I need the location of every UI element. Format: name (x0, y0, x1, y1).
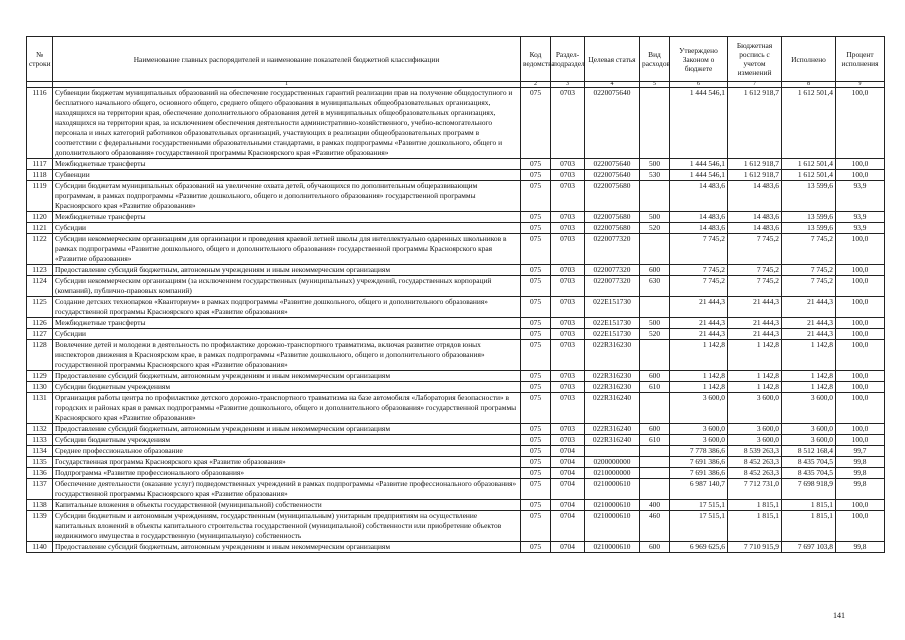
schedule-amount-cell: 1 815,1 (728, 511, 782, 542)
row-name-cell: Предоставление субсидий бюджетным, автономным учреждениям и иным некоммерческим организациям (53, 542, 521, 553)
expense-type-cell: 460 (640, 511, 670, 542)
column-number: 8 (782, 82, 836, 88)
agency-code-cell: 075 (521, 382, 551, 393)
table-row (27, 223, 885, 234)
table-row (27, 457, 885, 468)
approved-amount-cell: 3 600,0 (670, 424, 728, 435)
section-cell: 0703 (551, 88, 585, 159)
row-number-cell: 1125 (27, 297, 53, 318)
approved-amount-cell: 17 515,1 (670, 500, 728, 511)
section-cell: 0704 (551, 457, 585, 468)
expense-type-cell (640, 181, 670, 212)
column-number: 3 (551, 82, 585, 88)
table-row (27, 234, 885, 265)
row-number-cell: 1127 (27, 329, 53, 340)
percent-cell: 99,8 (836, 468, 885, 479)
approved-amount-cell: 14 483,6 (670, 223, 728, 234)
section-cell: 0703 (551, 424, 585, 435)
row-name-cell: Субсидии некоммерческим организациям для организации и проведения краевой летней школы для интеллектуально одаренных школьников в рамках подпрограммы «Развитие дошкольного, общего и дополнительного образования» государственной программы Красноярского края «Развитие образования» (53, 234, 521, 265)
table-row (27, 468, 885, 479)
target-article-cell: 0220077320 (585, 234, 640, 265)
approved-amount-cell: 14 483,6 (670, 212, 728, 223)
percent-cell: 100,0 (836, 424, 885, 435)
target-article-cell: 0220075680 (585, 181, 640, 212)
percent-cell: 100,0 (836, 318, 885, 329)
agency-code-cell: 075 (521, 212, 551, 223)
executed-amount-cell: 3 600,0 (782, 435, 836, 446)
header-percent: Процент исполнения (836, 37, 885, 82)
table-row (27, 435, 885, 446)
row-name-cell: Государственная программа Красноярского края «Развитие образования» (53, 457, 521, 468)
target-article-cell: 0220075640 (585, 159, 640, 170)
percent-cell: 100,0 (836, 297, 885, 318)
expense-type-cell (640, 393, 670, 424)
row-number-cell: 1131 (27, 393, 53, 424)
expense-type-cell: 500 (640, 318, 670, 329)
expense-type-cell: 520 (640, 329, 670, 340)
row-name-cell: Субвенции (53, 170, 521, 181)
expense-type-cell: 520 (640, 223, 670, 234)
executed-amount-cell: 1 142,8 (782, 371, 836, 382)
table-row (27, 318, 885, 329)
approved-amount-cell: 21 444,3 (670, 318, 728, 329)
row-number-cell: 1137 (27, 479, 53, 500)
row-name-cell: Капитальные вложения в объекты государственной (муниципальной) собственности (53, 500, 521, 511)
row-number-cell: 1117 (27, 159, 53, 170)
executed-amount-cell: 1 142,8 (782, 382, 836, 393)
schedule-amount-cell: 21 444,3 (728, 297, 782, 318)
approved-amount-cell: 7 691 386,6 (670, 457, 728, 468)
schedule-amount-cell: 1 142,8 (728, 340, 782, 371)
target-article-cell: 022R316240 (585, 435, 640, 446)
row-number-cell: 1136 (27, 468, 53, 479)
row-name-cell: Вовлечение детей и молодежи в деятельность по профилактике дорожно-транспортного травматизма, включая развитие отрядов юных инспекторов движения в Красноярском крае, в рамках подпрограммы «Развитие дошкольного, общего и дополнительного образования» государственной программы Красноярского края «Развитие образования» (53, 340, 521, 371)
approved-amount-cell: 6 987 140,7 (670, 479, 728, 500)
row-name-cell: Субсидии бюджетным и автономным учреждениям, государственным (муниципальным) унитарным предприятиям на осуществление капитальных вложений в объекты капитального строительства государственной (муниципальной) собственности или приобретение объектов недвижимого имущества в государственную (муниципальную) собственность (53, 511, 521, 542)
column-number: 9 (836, 82, 885, 88)
header-approved: Утверждено Законом о бюджете (670, 37, 728, 82)
percent-cell: 100,0 (836, 276, 885, 297)
row-number-cell: 1128 (27, 340, 53, 371)
approved-amount-cell: 7 745,2 (670, 276, 728, 297)
section-cell: 0703 (551, 170, 585, 181)
agency-code-cell: 075 (521, 181, 551, 212)
executed-amount-cell: 1 612 501,4 (782, 170, 836, 181)
section-cell: 0703 (551, 276, 585, 297)
approved-amount-cell: 1 444 546,1 (670, 88, 728, 159)
agency-code-cell: 075 (521, 276, 551, 297)
header-expense-type: Вид расходов (640, 37, 670, 82)
executed-amount-cell: 21 444,3 (782, 318, 836, 329)
percent-cell: 100,0 (836, 329, 885, 340)
executed-amount-cell: 1 815,1 (782, 500, 836, 511)
section-cell: 0703 (551, 371, 585, 382)
row-name-cell: Субвенции бюджетам муниципальных образований на обеспечение государственных гарантий реализации прав на получение общедоступного и бесплатного начального общего, основного общего, среднего общего образования в муниципальных общеобразовательных организациях, находящихся на территории края, обеспечение дополнительного образования детей в муниципальных общеобразовательных организациях, находящихся на территории края, за исключением обеспечения деятельности административно-хозяйственного, учебно-вспомогательного персонала и иных категорий работников образовательных организаций, участвующих в реализации общеобразовательных программ в соответствии с федеральными государственными образовательными стандартами, в рамках подпрограммы «Развитие дошкольного, общего и дополнительного образования» государственной программы Красноярского края «Развитие образования» (53, 88, 521, 159)
section-cell: 0704 (551, 511, 585, 542)
executed-amount-cell: 8 435 704,5 (782, 457, 836, 468)
section-cell: 0703 (551, 340, 585, 371)
percent-cell: 100,0 (836, 159, 885, 170)
row-number-cell: 1116 (27, 88, 53, 159)
approved-amount-cell: 14 483,6 (670, 181, 728, 212)
row-number-cell: 1134 (27, 446, 53, 457)
row-number-cell: 1124 (27, 276, 53, 297)
row-name-cell: Субсидии бюджетным учреждениям (53, 435, 521, 446)
executed-amount-cell: 8 435 704,5 (782, 468, 836, 479)
table-row (27, 382, 885, 393)
agency-code-cell: 075 (521, 340, 551, 371)
row-number-cell: 1119 (27, 181, 53, 212)
approved-amount-cell: 3 600,0 (670, 435, 728, 446)
schedule-amount-cell: 14 483,6 (728, 212, 782, 223)
schedule-amount-cell: 14 483,6 (728, 181, 782, 212)
row-number-cell: 1129 (27, 371, 53, 382)
section-cell: 0704 (551, 479, 585, 500)
column-number: 7 (728, 82, 782, 88)
schedule-amount-cell: 21 444,3 (728, 318, 782, 329)
agency-code-cell: 075 (521, 542, 551, 553)
section-cell: 0703 (551, 212, 585, 223)
row-name-cell: Обеспечение деятельности (оказание услуг) подведомственных учреждений в рамках подпрограммы «Развитие профессионального образования» государственной программы Красноярского края «Развитие образования» (53, 479, 521, 500)
target-article-cell: 0200000000 (585, 457, 640, 468)
expense-type-cell (640, 340, 670, 371)
table-body (27, 88, 885, 553)
executed-amount-cell: 13 599,6 (782, 212, 836, 223)
executed-amount-cell: 13 599,6 (782, 223, 836, 234)
table-row (27, 479, 885, 500)
table-row (27, 88, 885, 159)
expense-type-cell: 610 (640, 382, 670, 393)
agency-code-cell: 075 (521, 234, 551, 265)
target-article-cell: 0220075640 (585, 170, 640, 181)
expense-type-cell: 500 (640, 159, 670, 170)
expense-type-cell (640, 88, 670, 159)
schedule-amount-cell: 14 483,6 (728, 223, 782, 234)
approved-amount-cell: 1 142,8 (670, 371, 728, 382)
executed-amount-cell: 3 600,0 (782, 424, 836, 435)
approved-amount-cell: 21 444,3 (670, 329, 728, 340)
target-article-cell: 0220075680 (585, 212, 640, 223)
table-row (27, 511, 885, 542)
expense-type-cell: 600 (640, 542, 670, 553)
percent-cell: 93,9 (836, 212, 885, 223)
approved-amount-cell: 7 778 386,6 (670, 446, 728, 457)
row-name-cell: Предоставление субсидий бюджетным, автономным учреждениям и иным некоммерческим организациям (53, 371, 521, 382)
agency-code-cell: 075 (521, 457, 551, 468)
table-row (27, 297, 885, 318)
header-target: Целевая статья (585, 37, 640, 82)
agency-code-cell: 075 (521, 435, 551, 446)
expense-type-cell: 500 (640, 212, 670, 223)
row-name-cell: Субсидии (53, 223, 521, 234)
section-cell: 0703 (551, 159, 585, 170)
section-cell: 0703 (551, 181, 585, 212)
header-agency-code: Код ведомства (521, 37, 551, 82)
executed-amount-cell: 8 512 168,4 (782, 446, 836, 457)
row-number-cell: 1133 (27, 435, 53, 446)
agency-code-cell: 075 (521, 500, 551, 511)
column-number: 2 (521, 82, 551, 88)
executed-amount-cell: 13 599,6 (782, 181, 836, 212)
row-number-cell: 1121 (27, 223, 53, 234)
percent-cell: 93,9 (836, 181, 885, 212)
schedule-amount-cell: 8 452 263,3 (728, 468, 782, 479)
agency-code-cell: 075 (521, 318, 551, 329)
row-name-cell: Субсидии (53, 329, 521, 340)
schedule-amount-cell: 1 612 918,7 (728, 159, 782, 170)
approved-amount-cell: 3 600,0 (670, 393, 728, 424)
section-cell: 0703 (551, 329, 585, 340)
row-name-cell: Предоставление субсидий бюджетным, автономным учреждениям и иным некоммерческим организациям (53, 265, 521, 276)
expense-type-cell: 630 (640, 276, 670, 297)
expense-type-cell (640, 457, 670, 468)
table-row (27, 542, 885, 553)
column-number: 6 (670, 82, 728, 88)
schedule-amount-cell: 7 710 915,9 (728, 542, 782, 553)
target-article-cell: 022R316230 (585, 371, 640, 382)
section-cell: 0703 (551, 435, 585, 446)
row-number-cell: 1118 (27, 170, 53, 181)
row-number-cell: 1138 (27, 500, 53, 511)
header-executed: Исполнено (782, 37, 836, 82)
target-article-cell: 0220075680 (585, 223, 640, 234)
executed-amount-cell: 1 612 501,4 (782, 159, 836, 170)
percent-cell: 100,0 (836, 511, 885, 542)
expense-type-cell: 600 (640, 424, 670, 435)
target-article-cell: 022E151730 (585, 329, 640, 340)
agency-code-cell: 075 (521, 511, 551, 542)
table-row (27, 424, 885, 435)
agency-code-cell: 075 (521, 424, 551, 435)
percent-cell: 100,0 (836, 393, 885, 424)
target-article-cell: 022R316240 (585, 393, 640, 424)
row-number-cell: 1123 (27, 265, 53, 276)
agency-code-cell: 075 (521, 329, 551, 340)
target-article-cell: 0210000610 (585, 542, 640, 553)
expense-type-cell (640, 446, 670, 457)
target-article-cell: 022R316240 (585, 424, 640, 435)
target-article-cell: 0210000000 (585, 468, 640, 479)
table-header (27, 37, 885, 88)
agency-code-cell: 075 (521, 371, 551, 382)
target-article-cell: 0220077320 (585, 276, 640, 297)
section-cell: 0703 (551, 318, 585, 329)
table-row (27, 340, 885, 371)
schedule-amount-cell: 8 452 263,3 (728, 457, 782, 468)
row-name-cell: Предоставление субсидий бюджетным, автономным учреждениям и иным некоммерческим организациям (53, 424, 521, 435)
agency-code-cell: 075 (521, 223, 551, 234)
agency-code-cell: 075 (521, 159, 551, 170)
expense-type-cell (640, 234, 670, 265)
executed-amount-cell: 7 697 103,8 (782, 542, 836, 553)
schedule-amount-cell: 3 600,0 (728, 393, 782, 424)
column-number: 1 (53, 82, 521, 88)
executed-amount-cell: 3 600,0 (782, 393, 836, 424)
percent-cell: 100,0 (836, 340, 885, 371)
percent-cell: 100,0 (836, 234, 885, 265)
schedule-amount-cell: 21 444,3 (728, 329, 782, 340)
expense-type-cell (640, 297, 670, 318)
expense-type-cell: 600 (640, 265, 670, 276)
approved-amount-cell: 17 515,1 (670, 511, 728, 542)
header-section: Раздел-подраздел (551, 37, 585, 82)
row-number-cell: 1120 (27, 212, 53, 223)
approved-amount-cell: 7 691 386,6 (670, 468, 728, 479)
target-article-cell: 022R316230 (585, 340, 640, 371)
executed-amount-cell: 7 698 918,9 (782, 479, 836, 500)
schedule-amount-cell: 7 745,2 (728, 276, 782, 297)
row-name-cell: Подпрограмма «Развитие профессионального образования» (53, 468, 521, 479)
row-name-cell: Субсидии некоммерческим организациям (за исключением государственных (муниципальных) учреждений, государственных корпораций (компаний), публично-правовых компаний) (53, 276, 521, 297)
agency-code-cell: 075 (521, 88, 551, 159)
row-name-cell: Субсидии бюджетным учреждениям (53, 382, 521, 393)
section-cell: 0703 (551, 382, 585, 393)
approved-amount-cell: 7 745,2 (670, 265, 728, 276)
agency-code-cell: 075 (521, 170, 551, 181)
table-row (27, 170, 885, 181)
row-number-cell: 1139 (27, 511, 53, 542)
table-row (27, 329, 885, 340)
percent-cell: 100,0 (836, 170, 885, 181)
section-cell: 0703 (551, 297, 585, 318)
agency-code-cell: 075 (521, 265, 551, 276)
expense-type-cell (640, 468, 670, 479)
target-article-cell: 0220075640 (585, 88, 640, 159)
executed-amount-cell: 7 745,2 (782, 276, 836, 297)
section-cell: 0703 (551, 223, 585, 234)
section-cell: 0703 (551, 234, 585, 265)
percent-cell: 100,0 (836, 500, 885, 511)
agency-code-cell: 075 (521, 297, 551, 318)
row-name-cell: Межбюджетные трансферты (53, 159, 521, 170)
target-article-cell: 022R316230 (585, 382, 640, 393)
section-cell: 0703 (551, 393, 585, 424)
table-row (27, 393, 885, 424)
schedule-amount-cell: 1 142,8 (728, 382, 782, 393)
approved-amount-cell: 1 444 546,1 (670, 159, 728, 170)
percent-cell: 99,8 (836, 479, 885, 500)
column-number: 5 (640, 82, 670, 88)
section-cell: 0704 (551, 542, 585, 553)
agency-code-cell: 075 (521, 446, 551, 457)
schedule-amount-cell: 1 612 918,7 (728, 170, 782, 181)
row-number-cell: 1126 (27, 318, 53, 329)
section-cell: 0704 (551, 468, 585, 479)
row-name-cell: Организация работы центра по профилактике детского дорожно-транспортного травматизма на базе автомобиля «Лаборатория безопасности» в городских и районах края в рамках подпрограммы «Развитие дошкольного, общего и дополнительного образования» государственной программы Красноярского края «Развитие образования» (53, 393, 521, 424)
percent-cell: 100,0 (836, 382, 885, 393)
executed-amount-cell: 1 142,8 (782, 340, 836, 371)
schedule-amount-cell: 7 712 731,0 (728, 479, 782, 500)
executed-amount-cell: 21 444,3 (782, 329, 836, 340)
section-cell: 0704 (551, 500, 585, 511)
row-name-cell: Межбюджетные трансферты (53, 318, 521, 329)
column-number: 4 (585, 82, 640, 88)
percent-cell: 99,8 (836, 542, 885, 553)
expense-type-cell: 600 (640, 371, 670, 382)
schedule-amount-cell: 7 745,2 (728, 234, 782, 265)
schedule-amount-cell: 1 142,8 (728, 371, 782, 382)
schedule-amount-cell: 3 600,0 (728, 435, 782, 446)
row-number-cell: 1135 (27, 457, 53, 468)
section-cell: 0703 (551, 265, 585, 276)
agency-code-cell: 075 (521, 393, 551, 424)
table-row (27, 212, 885, 223)
target-article-cell: 0210000610 (585, 500, 640, 511)
target-article-cell: 022E151730 (585, 297, 640, 318)
table-row (27, 500, 885, 511)
row-name-cell: Субсидии бюджетам муниципальных образований на увеличение охвата детей, обучающихся по дополнительным общеразвивающим программам, в рамках подпрограммы «Развитие дошкольного, общего и дополнительного образования» государственной программы Красноярского края «Развитие образования» (53, 181, 521, 212)
schedule-amount-cell: 7 745,2 (728, 265, 782, 276)
percent-cell: 100,0 (836, 265, 885, 276)
row-name-cell: Межбюджетные трансферты (53, 212, 521, 223)
approved-amount-cell: 7 745,2 (670, 234, 728, 265)
row-number-cell: 1130 (27, 382, 53, 393)
schedule-amount-cell: 3 600,0 (728, 424, 782, 435)
approved-amount-cell: 1 444 546,1 (670, 170, 728, 181)
percent-cell: 100,0 (836, 435, 885, 446)
table-row (27, 276, 885, 297)
executed-amount-cell: 1 612 501,4 (782, 88, 836, 159)
approved-amount-cell: 1 142,8 (670, 340, 728, 371)
row-number-cell: 1122 (27, 234, 53, 265)
executed-amount-cell: 1 815,1 (782, 511, 836, 542)
percent-cell: 99,8 (836, 457, 885, 468)
budget-table (26, 36, 885, 553)
agency-code-cell: 075 (521, 468, 551, 479)
row-number-cell: 1132 (27, 424, 53, 435)
target-article-cell: 022E151730 (585, 318, 640, 329)
table-row (27, 159, 885, 170)
row-name-cell: Среднее профессиональное образование (53, 446, 521, 457)
table-row (27, 265, 885, 276)
header-name: Наименование главных распорядителей и наименование показателей бюджетной классификации (53, 37, 521, 82)
table-row (27, 181, 885, 212)
expense-type-cell: 610 (640, 435, 670, 446)
expense-type-cell: 400 (640, 500, 670, 511)
agency-code-cell: 075 (521, 479, 551, 500)
approved-amount-cell: 1 142,8 (670, 382, 728, 393)
percent-cell: 99,7 (836, 446, 885, 457)
executed-amount-cell: 7 745,2 (782, 234, 836, 265)
target-article-cell: 0220077320 (585, 265, 640, 276)
expense-type-cell (640, 479, 670, 500)
approved-amount-cell: 6 969 625,6 (670, 542, 728, 553)
schedule-amount-cell: 8 539 263,3 (728, 446, 782, 457)
approved-amount-cell: 21 444,3 (670, 297, 728, 318)
page-number: 141 (833, 611, 845, 620)
target-article-cell: 0210000610 (585, 511, 640, 542)
percent-cell: 93,9 (836, 223, 885, 234)
table-row (27, 371, 885, 382)
percent-cell: 100,0 (836, 88, 885, 159)
table-row (27, 446, 885, 457)
row-number-cell: 1140 (27, 542, 53, 553)
schedule-amount-cell: 1 612 918,7 (728, 88, 782, 159)
schedule-amount-cell: 1 815,1 (728, 500, 782, 511)
header-row-no: № строки (27, 37, 53, 82)
expense-type-cell: 530 (640, 170, 670, 181)
target-article-cell (585, 446, 640, 457)
row-name-cell: Создание детских технопарков «Кванториум» в рамках подпрограммы «Развитие дошкольного, общего и дополнительного образования» государственной программы Красноярского края «Развитие образования» (53, 297, 521, 318)
percent-cell: 100,0 (836, 371, 885, 382)
executed-amount-cell: 7 745,2 (782, 265, 836, 276)
executed-amount-cell: 21 444,3 (782, 297, 836, 318)
header-schedule: Бюджетная роспись с учетом изменений (728, 37, 782, 82)
section-cell: 0704 (551, 446, 585, 457)
target-article-cell: 0210000610 (585, 479, 640, 500)
